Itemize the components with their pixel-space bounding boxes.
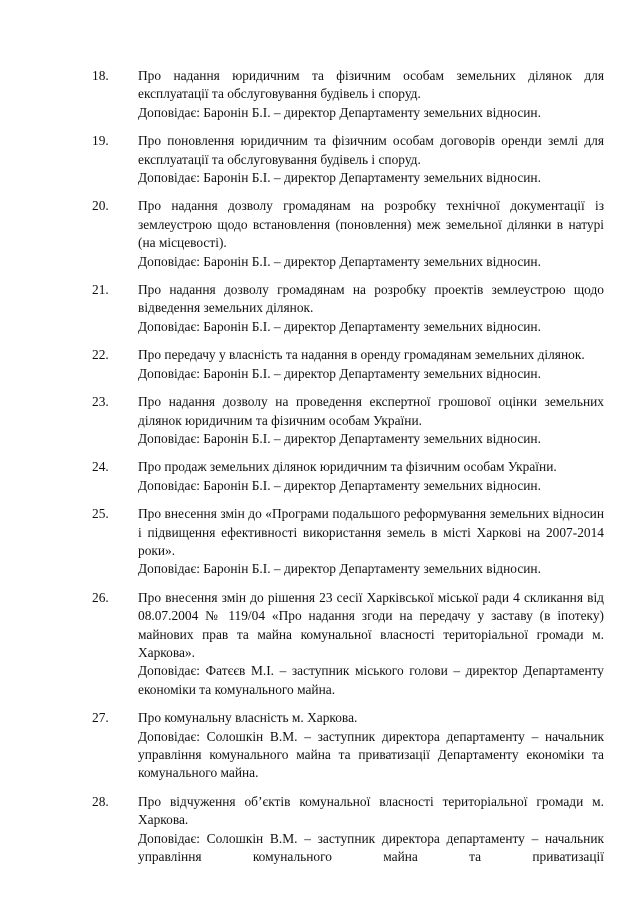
agenda-item-24 [92, 458, 604, 495]
agenda-item-18 [92, 67, 604, 122]
agenda-item-26 [92, 589, 604, 699]
item-number: 28. [92, 793, 109, 809]
item-number: 25. [92, 506, 109, 522]
item-number: 24. [92, 459, 109, 475]
item-content [138, 67, 604, 122]
item-number: 18. [92, 68, 109, 83]
item-title: Про внесення змін до рішення 23 сесії Харківської міської ради 4 скликання від 08.07.2004 № 119/04 «Про надання згоди на передачу у заставу (в іпотеку) майнових прав та майна комунальної власності територіальної громади м. Харкова». [138, 589, 604, 660]
item-title: Про комунальну власність м. Харкова. [138, 710, 358, 726]
item-title: Про передачу у власність та надання в оренду громадянам земельних ділянок. [138, 347, 585, 363]
item-number: 20. [92, 198, 109, 214]
item-speaker: Доповідає: Солошкін В.М. – заступник директора департаменту – начальник управління комунального майна та приватизації Департаменту економіки та комунального майна. [138, 728, 604, 781]
agenda-item-21 [92, 281, 604, 336]
agenda-item-28 [92, 793, 604, 867]
item-content [138, 505, 604, 579]
agenda-item-22 [92, 346, 604, 383]
item-speaker: Доповідає: Фатєєв М.І. – заступник міського голови – директор Департаменту економіки та комунального майна. [138, 663, 604, 697]
item-content [138, 589, 604, 699]
item-speaker: Доповідає: Баронін Б.І. – директор Департаменту земельних відносин. [138, 170, 541, 186]
item-title: Про продаж земельних ділянок юридичним та фізичним особам України. [138, 459, 557, 475]
item-title: Про надання дозволу громадянам на розробку технічної документації із землеустрою щодо встановлення (поновлення) меж земельної ділянки в натурі (на місцевості). [138, 198, 604, 251]
agenda-item-25 [92, 505, 604, 579]
item-content [138, 346, 604, 383]
agenda-list [92, 67, 604, 876]
item-speaker: Доповідає: Баронін Б.І. – директор Департаменту земельних відносин. [138, 104, 541, 120]
item-number: 22. [92, 347, 109, 363]
item-content [138, 393, 604, 448]
agenda-item-20 [92, 197, 604, 271]
item-content [138, 709, 604, 783]
item-number: 23. [92, 394, 109, 410]
item-speaker: Доповідає: Баронін Б.І. – директор Департаменту земельних відносин. [138, 365, 541, 381]
item-number: 19. [92, 133, 109, 149]
item-title: Про надання юридичним та фізичним особам земельних ділянок для експлуатації та обслуговування будівель і споруд. [138, 68, 604, 102]
agenda-item-23 [92, 393, 604, 448]
item-number: 26. [92, 589, 109, 605]
item-title: Про відчуження об’єктів комунальної власності територіальної громади м. Харкова. [138, 793, 604, 828]
item-content [138, 793, 604, 867]
item-number: 21. [92, 282, 109, 298]
item-title: Про надання дозволу громадянам на розробку проектів землеустрою щодо відведення земельних ділянок. [138, 282, 604, 316]
item-content [138, 132, 604, 187]
item-content [138, 458, 604, 495]
item-speaker: Доповідає: Баронін Б.І. – директор Департаменту земельних відносин. [138, 477, 541, 493]
item-title: Про поновлення юридичним та фізичним особам договорів оренди землі для експлуатації та обслуговування будівель і споруд. [138, 133, 604, 167]
agenda-item-19 [92, 132, 604, 187]
item-title: Про внесення змін до «Програми подальшого реформування земельних відносин і підвищення ефективності використання земель в місті Харкові на 2007-2014 роки». [138, 506, 604, 558]
item-number: 27. [92, 710, 109, 726]
item-title: Про надання дозволу на проведення експертної грошової оцінки земельних ділянок юридичним та фізичним особам України. [138, 394, 604, 428]
item-speaker: Доповідає: Баронін Б.І. – директор Департаменту земельних відносин. [138, 430, 541, 446]
item-speaker: Доповідає: Баронін Б.І. – директор Департаменту земельних відносин. [138, 561, 541, 577]
item-speaker: Доповідає: Солошкін В.М. – заступник директора департаменту – начальник управління комунального майна та приватизації [138, 830, 604, 865]
item-speaker: Доповідає: Баронін Б.І. – директор Департаменту земельних відносин. [138, 253, 541, 269]
item-content [138, 197, 604, 271]
item-content [138, 281, 604, 336]
item-speaker: Доповідає: Баронін Б.І. – директор Департаменту земельних відносин. [138, 318, 541, 334]
agenda-item-27 [92, 709, 604, 783]
